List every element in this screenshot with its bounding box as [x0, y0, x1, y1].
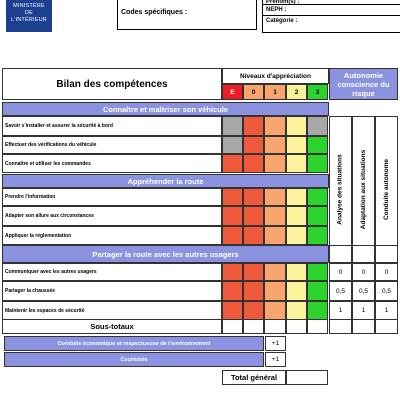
appreciation-cell[interactable]: [222, 116, 243, 136]
autonomie-col-1: [352, 116, 375, 263]
level-header-4: 3: [307, 84, 328, 100]
appreciation-cell[interactable]: [286, 136, 307, 154]
section-title-2: Partager la route avec les autres usagers: [2, 245, 329, 263]
appreciation-cell[interactable]: [307, 154, 328, 173]
bonus-row-value-0[interactable]: +1: [265, 336, 286, 351]
appreciation-cell[interactable]: [243, 188, 264, 206]
appreciation-cell[interactable]: [243, 281, 264, 301]
autonomie-score[interactable]: 0,5: [375, 281, 398, 301]
sous-total-autonomie-cell[interactable]: [329, 319, 352, 334]
niveaux-title: Niveaux d'appréciation: [222, 68, 329, 84]
autonomie-blank-1: [352, 245, 375, 263]
competence-item: Connaître et utiliser les commandes: [2, 154, 222, 173]
appreciation-cell[interactable]: [307, 188, 328, 206]
autonomie-blank-0: [329, 245, 352, 263]
info-row-categorie[interactable]: Catégorie :: [266, 18, 298, 24]
info-row-prenom[interactable]: Prénom(s) :: [263, 0, 400, 5]
appreciation-cell[interactable]: [286, 226, 307, 245]
appreciation-cell[interactable]: [264, 206, 286, 226]
autonomie-score[interactable]: 0: [329, 263, 352, 281]
appreciation-cell[interactable]: [307, 116, 328, 136]
sous-total-cell[interactable]: [286, 319, 307, 334]
sous-total-cell[interactable]: [243, 319, 264, 334]
autonomie-blank-2: [375, 245, 398, 263]
sous-totaux-label: Sous-totaux: [2, 319, 222, 334]
autonomie-score[interactable]: 0: [352, 263, 375, 281]
appreciation-cell[interactable]: [264, 136, 286, 154]
appreciation-cell[interactable]: [286, 154, 307, 173]
competence-item: Partager la chaussée: [2, 281, 222, 301]
level-header-2: 1: [264, 84, 286, 100]
sous-total-cell[interactable]: [307, 319, 328, 334]
autonomie-score[interactable]: 0: [375, 263, 398, 281]
appreciation-cell[interactable]: [286, 301, 307, 320]
sous-total-cell[interactable]: [222, 319, 243, 334]
appreciation-cell[interactable]: [243, 154, 264, 173]
appreciation-cell[interactable]: [264, 263, 286, 281]
competence-item: Prendre l'information: [2, 188, 222, 206]
appreciation-cell[interactable]: [222, 206, 243, 226]
appreciation-cell[interactable]: [243, 226, 264, 245]
autonomie-title: Autonomie conscience du risque: [329, 68, 398, 100]
appreciation-cell[interactable]: [307, 301, 328, 320]
appreciation-cell[interactable]: [264, 116, 286, 136]
bilan-title: Bilan des compétences: [2, 68, 222, 100]
bonus-row-value-1[interactable]: +1: [265, 352, 286, 367]
appreciation-cell[interactable]: [222, 263, 243, 281]
codes-specifiques-label: Codes spécifiques :: [121, 9, 188, 16]
competence-item: Savoir s'installer et assurer la sécurité à bord: [2, 116, 222, 136]
autonomie-col-2: [375, 116, 398, 263]
level-header-1: 0: [243, 84, 264, 100]
autonomie-col-0: [329, 116, 352, 263]
appreciation-cell[interactable]: [264, 301, 286, 320]
appreciation-cell[interactable]: [286, 206, 307, 226]
appreciation-cell[interactable]: [286, 281, 307, 301]
sous-total-autonomie-cell[interactable]: [375, 319, 398, 334]
appreciation-cell[interactable]: [243, 263, 264, 281]
appreciation-cell[interactable]: [264, 188, 286, 206]
appreciation-cell[interactable]: [222, 226, 243, 245]
info-row-neph[interactable]: NEPH :: [263, 5, 400, 16]
ministere-logo: MINISTÈRE DE L'INTÉRIEUR: [6, 0, 52, 32]
autonomie-score[interactable]: 0,5: [329, 281, 352, 301]
appreciation-cell[interactable]: [286, 188, 307, 206]
appreciation-cell[interactable]: [307, 263, 328, 281]
total-general-value[interactable]: [286, 370, 328, 385]
competence-item: Appliquer la réglementation: [2, 226, 222, 245]
competence-item: Communiquer avec les autres usagers: [2, 263, 222, 281]
bonus-row-label-1: Courtoisie: [4, 352, 264, 367]
appreciation-cell[interactable]: [264, 281, 286, 301]
appreciation-cell[interactable]: [307, 206, 328, 226]
appreciation-cell[interactable]: [222, 188, 243, 206]
appreciation-cell[interactable]: [243, 301, 264, 320]
appreciation-cell[interactable]: [264, 154, 286, 173]
appreciation-cell[interactable]: [222, 281, 243, 301]
appreciation-cell[interactable]: [286, 116, 307, 136]
autonomie-score[interactable]: 0,5: [352, 281, 375, 301]
total-general-label: Total général: [222, 370, 286, 385]
competence-item: Effectuer des vérifications du véhicule: [2, 136, 222, 154]
appreciation-cell[interactable]: [307, 281, 328, 301]
bonus-row-label-0: Conduite économique et respectueuse de l'environnement: [4, 336, 264, 351]
appreciation-cell[interactable]: [222, 154, 243, 173]
autonomie-score[interactable]: 1: [352, 301, 375, 320]
competence-item: Adapter son allure aux circonstances: [2, 206, 222, 226]
level-header-0: E: [222, 84, 243, 100]
competence-item: Maintenir les espaces de sécurité: [2, 301, 222, 320]
level-header-3: 2: [286, 84, 307, 100]
autonomie-score[interactable]: 1: [329, 301, 352, 320]
section-title-1: Appréhender la route: [2, 174, 329, 188]
appreciation-cell[interactable]: [286, 263, 307, 281]
autonomie-col-1-text: Adaptation aux situations: [360, 149, 368, 230]
appreciation-cell[interactable]: [307, 136, 328, 154]
appreciation-cell[interactable]: [307, 226, 328, 245]
appreciation-cell[interactable]: [264, 226, 286, 245]
autonomie-col-0-text: Analyse des situations: [337, 154, 345, 225]
autonomie-col-2-text: Conduite autonome: [383, 158, 390, 221]
appreciation-cell[interactable]: [222, 136, 243, 154]
appreciation-cell[interactable]: [243, 206, 264, 226]
autonomie-score[interactable]: 1: [375, 301, 398, 320]
appreciation-cell[interactable]: [222, 301, 243, 320]
section-title-0: Connaître et maîtriser son véhicule: [2, 102, 329, 116]
sous-total-autonomie-cell[interactable]: [352, 319, 375, 334]
appreciation-cell[interactable]: [243, 136, 264, 154]
sous-total-cell[interactable]: [264, 319, 286, 334]
appreciation-cell[interactable]: [243, 116, 264, 136]
